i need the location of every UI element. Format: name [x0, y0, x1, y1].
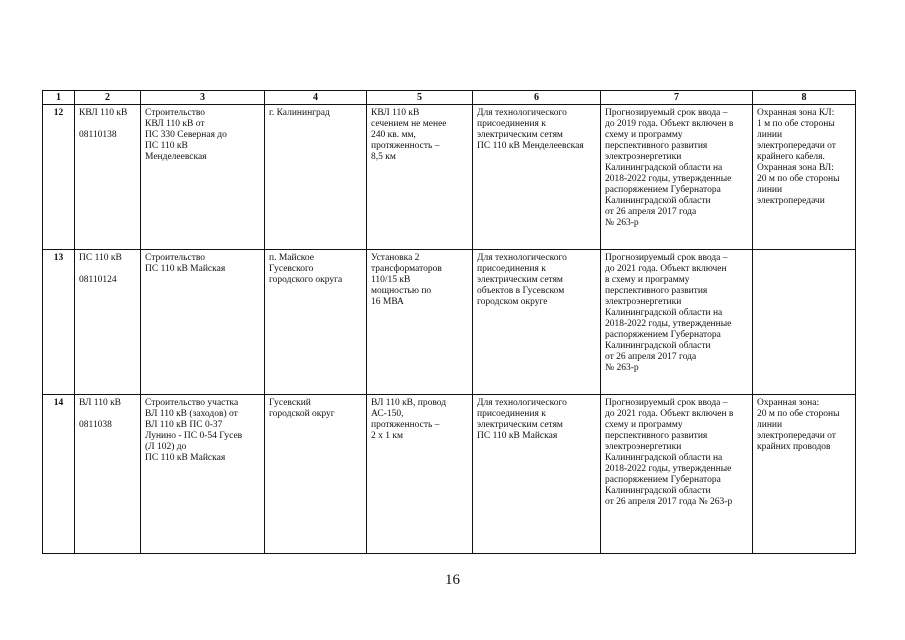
- cell-text-line: мощностью по: [371, 286, 432, 296]
- cell-text-line: ПС 110 кВ: [79, 253, 122, 263]
- cell-text-line: ВЛ 110 кВ: [79, 398, 122, 408]
- cell-text-line: электрическим сетям: [477, 130, 563, 140]
- parameters-cell: [367, 105, 473, 250]
- description-cell: [141, 105, 265, 250]
- cell-text-line: протяженность –: [371, 420, 440, 430]
- cell-text-line: КВЛ 110 кВ: [371, 108, 420, 118]
- line-gap: [79, 119, 136, 130]
- cell-text-line: 20 м по обе стороны: [757, 174, 840, 184]
- cell-text-line: Калининградской области на: [605, 163, 723, 173]
- description-cell: [141, 250, 265, 395]
- cell-text-line: городском округе: [477, 297, 548, 307]
- object-name-cell: [75, 395, 141, 554]
- cell-text-line: линии: [757, 185, 783, 195]
- cell-text-line: схему и программу: [605, 420, 683, 430]
- cell-text-line: Прогнозируемый срок ввода –: [605, 108, 728, 118]
- cell-text-line: ВЛ 110 кВ ПС 0-37: [145, 420, 223, 430]
- location-cell: [265, 395, 367, 554]
- row-number-cell: 13: [43, 250, 75, 395]
- cell-text-line: Строительство: [145, 108, 206, 118]
- cell-text-line: присоединения к: [477, 409, 546, 419]
- cell-text-line: 2018-2022 годы, утвержденные: [605, 319, 732, 329]
- page-number: 16: [445, 572, 460, 588]
- status-cell: [601, 250, 753, 395]
- cell-text-line: Гусевского: [269, 264, 314, 274]
- cell-text-line: Охранная зона:: [757, 398, 820, 408]
- cell-text-line: 240 кв. мм,: [371, 130, 416, 140]
- cell-text-line: электрическим сетям: [477, 275, 563, 285]
- column-header: 2: [75, 91, 141, 105]
- protection-zone-cell: [753, 395, 856, 554]
- cell-text-line: сечением не менее: [371, 119, 447, 129]
- cell-text-line: 08110124: [79, 275, 117, 285]
- cell-text-line: Калининградской области на: [605, 308, 723, 318]
- status-cell: [601, 395, 753, 554]
- table-header-row: [43, 91, 856, 105]
- column-header: 3: [141, 91, 265, 105]
- cell-text-line: электроэнергетики: [605, 442, 682, 452]
- cell-text-line: 2018-2022 годы, утвержденные: [605, 174, 732, 184]
- cell-text-line: в схему и программу: [605, 275, 690, 285]
- cell-text-line: объектов в Гусевском: [477, 286, 565, 296]
- row-number-cell: 12: [43, 105, 75, 250]
- object-name-cell: [75, 105, 141, 250]
- cell-text-line: 1 м по обе стороны: [757, 119, 835, 129]
- cell-text-line: Калининградской области на: [605, 453, 723, 463]
- purpose-cell: [473, 105, 601, 250]
- cell-text-line: распоряжением Губернатора: [605, 475, 721, 485]
- document-table: [42, 90, 856, 554]
- status-cell: [601, 105, 753, 250]
- cell-text-line: ВЛ 110 кВ (заходов) от: [145, 409, 238, 419]
- cell-text-line: от 26 апреля 2017 года № 263-р: [605, 497, 733, 507]
- cell-text-line: городской округ: [269, 409, 335, 419]
- cell-text-line: крайних проводов: [757, 442, 831, 452]
- cell-text-line: Менделеевская: [145, 152, 207, 162]
- cell-text-line: (Л 102) до: [145, 442, 187, 452]
- cell-text-line: протяженность –: [371, 141, 440, 151]
- cell-text-line: КВЛ 110 кВ: [79, 108, 128, 118]
- column-header: 6: [473, 91, 601, 105]
- cell-text-line: распоряжением Губернатора: [605, 330, 721, 340]
- cell-text-line: № 263-р: [605, 363, 639, 373]
- cell-text-line: ПС 110 кВ: [145, 141, 188, 151]
- cell-text-line: Для технологического: [477, 108, 567, 118]
- cell-text-line: п. Майское: [269, 253, 315, 263]
- column-header: 1: [43, 91, 75, 105]
- cell-text-line: КВЛ 110 кВ от: [145, 119, 205, 129]
- cell-text-line: Строительство участка: [145, 398, 239, 408]
- cell-text-line: ПС 110 кВ Майская: [145, 264, 226, 274]
- cell-text-line: до 2021 года. Объект включен: [605, 264, 727, 274]
- cell-text-line: линии: [757, 420, 783, 430]
- cell-text-line: Установка 2: [371, 253, 420, 263]
- cell-text-line: Охранная зона КЛ:: [757, 108, 835, 118]
- cell-text-line: 20 м по обе стороны: [757, 409, 840, 419]
- cell-text-line: перспективного развития: [605, 141, 708, 151]
- parameters-cell: [367, 395, 473, 554]
- cell-text-line: 8,5 км: [371, 152, 396, 162]
- cell-text-line: Строительство: [145, 253, 206, 263]
- cell-text-line: схему и программу: [605, 130, 683, 140]
- purpose-cell: [473, 250, 601, 395]
- cell-text-line: от 26 апреля 2017 года: [605, 352, 697, 362]
- location-cell: [265, 105, 367, 250]
- cell-text-line: электропередачи от: [757, 141, 836, 151]
- row-number-cell: 14: [43, 395, 75, 554]
- cell-text-line: электроэнергетики: [605, 152, 682, 162]
- cell-text-line: ВЛ 110 кВ, провод: [371, 398, 447, 408]
- column-header: 8: [753, 91, 856, 105]
- cell-text-line: электропередачи: [757, 196, 825, 206]
- cell-text-line: ПС 330 Северная до: [145, 130, 227, 140]
- cell-text-line: Калининградской области: [605, 196, 711, 206]
- cell-text-line: от 26 апреля 2017 года: [605, 207, 697, 217]
- cell-text-line: Лунино - ПС 0-54 Гусев: [145, 431, 243, 441]
- table-row: [43, 395, 856, 554]
- protection-zone-cell: [753, 105, 856, 250]
- cell-text-line: 08110138: [79, 130, 117, 140]
- cell-text-line: распоряжением Губернатора: [605, 185, 721, 195]
- purpose-cell: [473, 395, 601, 554]
- cell-text-line: ПС 110 кВ Майская: [145, 453, 226, 463]
- cell-text-line: перспективного развития: [605, 286, 708, 296]
- line-gap: [79, 409, 136, 420]
- cell-text-line: 2018-2022 годы, утвержденные: [605, 464, 732, 474]
- cell-text-line: 0811038: [79, 420, 112, 430]
- cell-text-line: электроэнергетики: [605, 297, 682, 307]
- parameters-cell: [367, 250, 473, 395]
- cell-text-line: Калининградской области: [605, 486, 711, 496]
- cell-text-line: г. Калининград: [269, 108, 330, 118]
- object-name-cell: [75, 250, 141, 395]
- table-row: [43, 250, 856, 395]
- cell-text-line: до 2019 года. Объект включен в: [605, 119, 734, 129]
- cell-text-line: Гусевский: [269, 398, 311, 408]
- cell-text-line: АС-150,: [371, 409, 404, 419]
- cell-text-line: присоединения к: [477, 119, 546, 129]
- line-gap: [79, 264, 136, 275]
- cell-text-line: электрическим сетям: [477, 420, 563, 430]
- cell-text-line: 16 МВА: [371, 297, 404, 307]
- cell-text-line: трансформаторов: [371, 264, 442, 274]
- cell-text-line: крайнего кабеля.: [757, 152, 825, 162]
- cell-text-line: городского округа: [269, 275, 343, 285]
- cell-text-line: 2 х 1 км: [371, 431, 404, 441]
- cell-text-line: Прогнозируемый срок ввода –: [605, 253, 728, 263]
- description-cell: [141, 395, 265, 554]
- cell-text-line: № 263-р: [605, 218, 639, 228]
- cell-text-line: Для технологического: [477, 398, 567, 408]
- cell-text-line: до 2021 года. Объект включен в: [605, 409, 734, 419]
- cell-text-line: Для технологического: [477, 253, 567, 263]
- cell-text-line: электропередачи от: [757, 431, 836, 441]
- cell-text-line: Калининградской области: [605, 341, 711, 351]
- protection-zone-cell: [753, 250, 856, 395]
- column-header: 4: [265, 91, 367, 105]
- cell-text-line: линии: [757, 130, 783, 140]
- location-cell: [265, 250, 367, 395]
- table-row: [43, 105, 856, 250]
- column-header: 7: [601, 91, 753, 105]
- cell-text-line: Охранная зона ВЛ:: [757, 163, 834, 173]
- cell-text-line: ПС 110 кВ Менделеевская: [477, 141, 584, 151]
- cell-text-line: присоединения к: [477, 264, 546, 274]
- cell-text-line: ПС 110 кВ Майская: [477, 431, 558, 441]
- cell-text-line: 110/15 кВ: [371, 275, 411, 285]
- cell-text-line: перспективного развития: [605, 431, 708, 441]
- column-header: 5: [367, 91, 473, 105]
- cell-text-line: Прогнозируемый срок ввода –: [605, 398, 728, 408]
